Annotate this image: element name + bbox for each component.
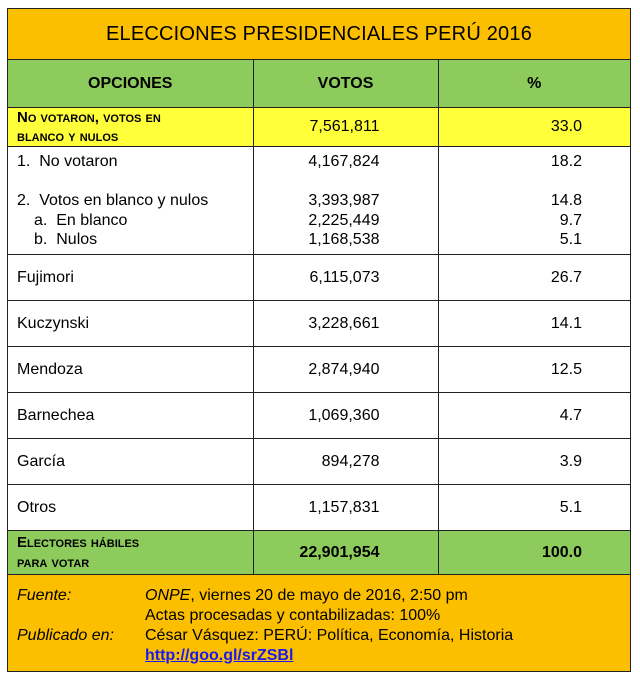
breakdown-en-blanco-votos: 2,225,449 [308, 211, 380, 229]
actas-row [17, 606, 440, 626]
candidate-row [8, 393, 630, 439]
candidate-pct: 26.7 [438, 255, 630, 301]
candidate-votos: 6,115,073 [253, 255, 438, 301]
total-label-line2: para votar [17, 554, 90, 571]
highlight-label-line2: blanco y nulos [17, 128, 119, 145]
total-pct: 100.0 [438, 531, 630, 576]
candidate-name: García [8, 439, 253, 485]
candidate-name: Fujimori [8, 255, 253, 301]
candidate-votos: 894,278 [253, 439, 438, 485]
publicado-text: César Vásquez: PERÚ: Política, Economía, Historia [145, 627, 514, 644]
total-votos: 22,901,954 [253, 531, 438, 576]
source-footer [8, 574, 630, 671]
candidate-votos: 2,874,940 [253, 347, 438, 393]
header-votos: VOTOS [253, 60, 438, 108]
candidate-pct: 12.5 [438, 347, 630, 393]
breakdown-en-blanco-pct: 9.7 [559, 211, 582, 229]
candidate-pct: 14.1 [438, 301, 630, 347]
breakdown-blanco-nulos-votos: 3,393,987 [308, 192, 380, 209]
candidate-name: Kuczynski [8, 301, 253, 347]
publicado-row [17, 626, 513, 646]
candidate-pct: 4.7 [438, 393, 630, 439]
breakdown-nulos-label: b. Nulos [34, 231, 98, 248]
highlight-votos: 7,561,811 [253, 108, 438, 147]
page-title: ELECCIONES PRESIDENCIALES PERÚ 2016 [8, 9, 630, 60]
candidate-row [8, 439, 630, 485]
candidate-votos: 3,228,661 [253, 301, 438, 347]
candidate-row [8, 301, 630, 347]
candidate-name: Barnechea [8, 393, 253, 439]
source-link[interactable]: http://goo.gl/srZSBl [145, 647, 294, 664]
breakdown-no-votaron-label: 1. No votaron [17, 153, 118, 170]
fuente-date: , viernes 20 de mayo de 2016, 2:50 pm [190, 587, 468, 604]
candidate-name: Otros [8, 485, 253, 531]
breakdown-nulos-votos: 1,168,538 [308, 231, 380, 248]
breakdown-labels [8, 147, 253, 255]
breakdown-row [8, 147, 630, 255]
results-panel [7, 8, 631, 672]
breakdown-pct [438, 147, 630, 255]
table-header-row [8, 60, 630, 108]
header-pct: % [438, 60, 630, 108]
breakdown-blanco-nulos-label: 2. Votos en blanco y nulos [17, 192, 209, 209]
breakdown-nulos-pct: 5.1 [559, 231, 582, 248]
breakdown-blanco-nulos-pct: 14.8 [550, 192, 582, 209]
highlight-label-line1: No votaron, votos en [17, 109, 161, 126]
highlight-pct: 33.0 [438, 108, 630, 147]
breakdown-en-blanco-label: a. En blanco [34, 211, 128, 229]
publicado-label: Publicado en: [17, 627, 114, 644]
total-row [8, 531, 630, 576]
candidate-votos: 1,157,831 [253, 485, 438, 531]
fuente-source: ONPE [145, 587, 191, 604]
total-label [8, 531, 253, 576]
results-table [8, 60, 630, 576]
actas-text: Actas procesadas y contabilizadas: 100% [145, 607, 441, 624]
fuente-row [17, 586, 468, 606]
candidate-pct: 5.1 [438, 485, 630, 531]
header-opciones: OPCIONES [8, 60, 253, 108]
candidate-votos: 1,069,360 [253, 393, 438, 439]
candidate-row [8, 255, 630, 301]
candidate-row [8, 347, 630, 393]
candidate-name: Mendoza [8, 347, 253, 393]
highlight-label [8, 108, 253, 147]
candidate-pct: 3.9 [438, 439, 630, 485]
total-label-line1: Electores hábiles [17, 534, 140, 551]
highlight-row [8, 108, 630, 147]
breakdown-no-votaron-votos: 4,167,824 [308, 153, 380, 170]
candidate-row [8, 485, 630, 531]
fuente-label: Fuente: [17, 587, 72, 604]
link-row [17, 646, 293, 666]
breakdown-votos [253, 147, 438, 255]
breakdown-no-votaron-pct: 18.2 [550, 153, 582, 170]
